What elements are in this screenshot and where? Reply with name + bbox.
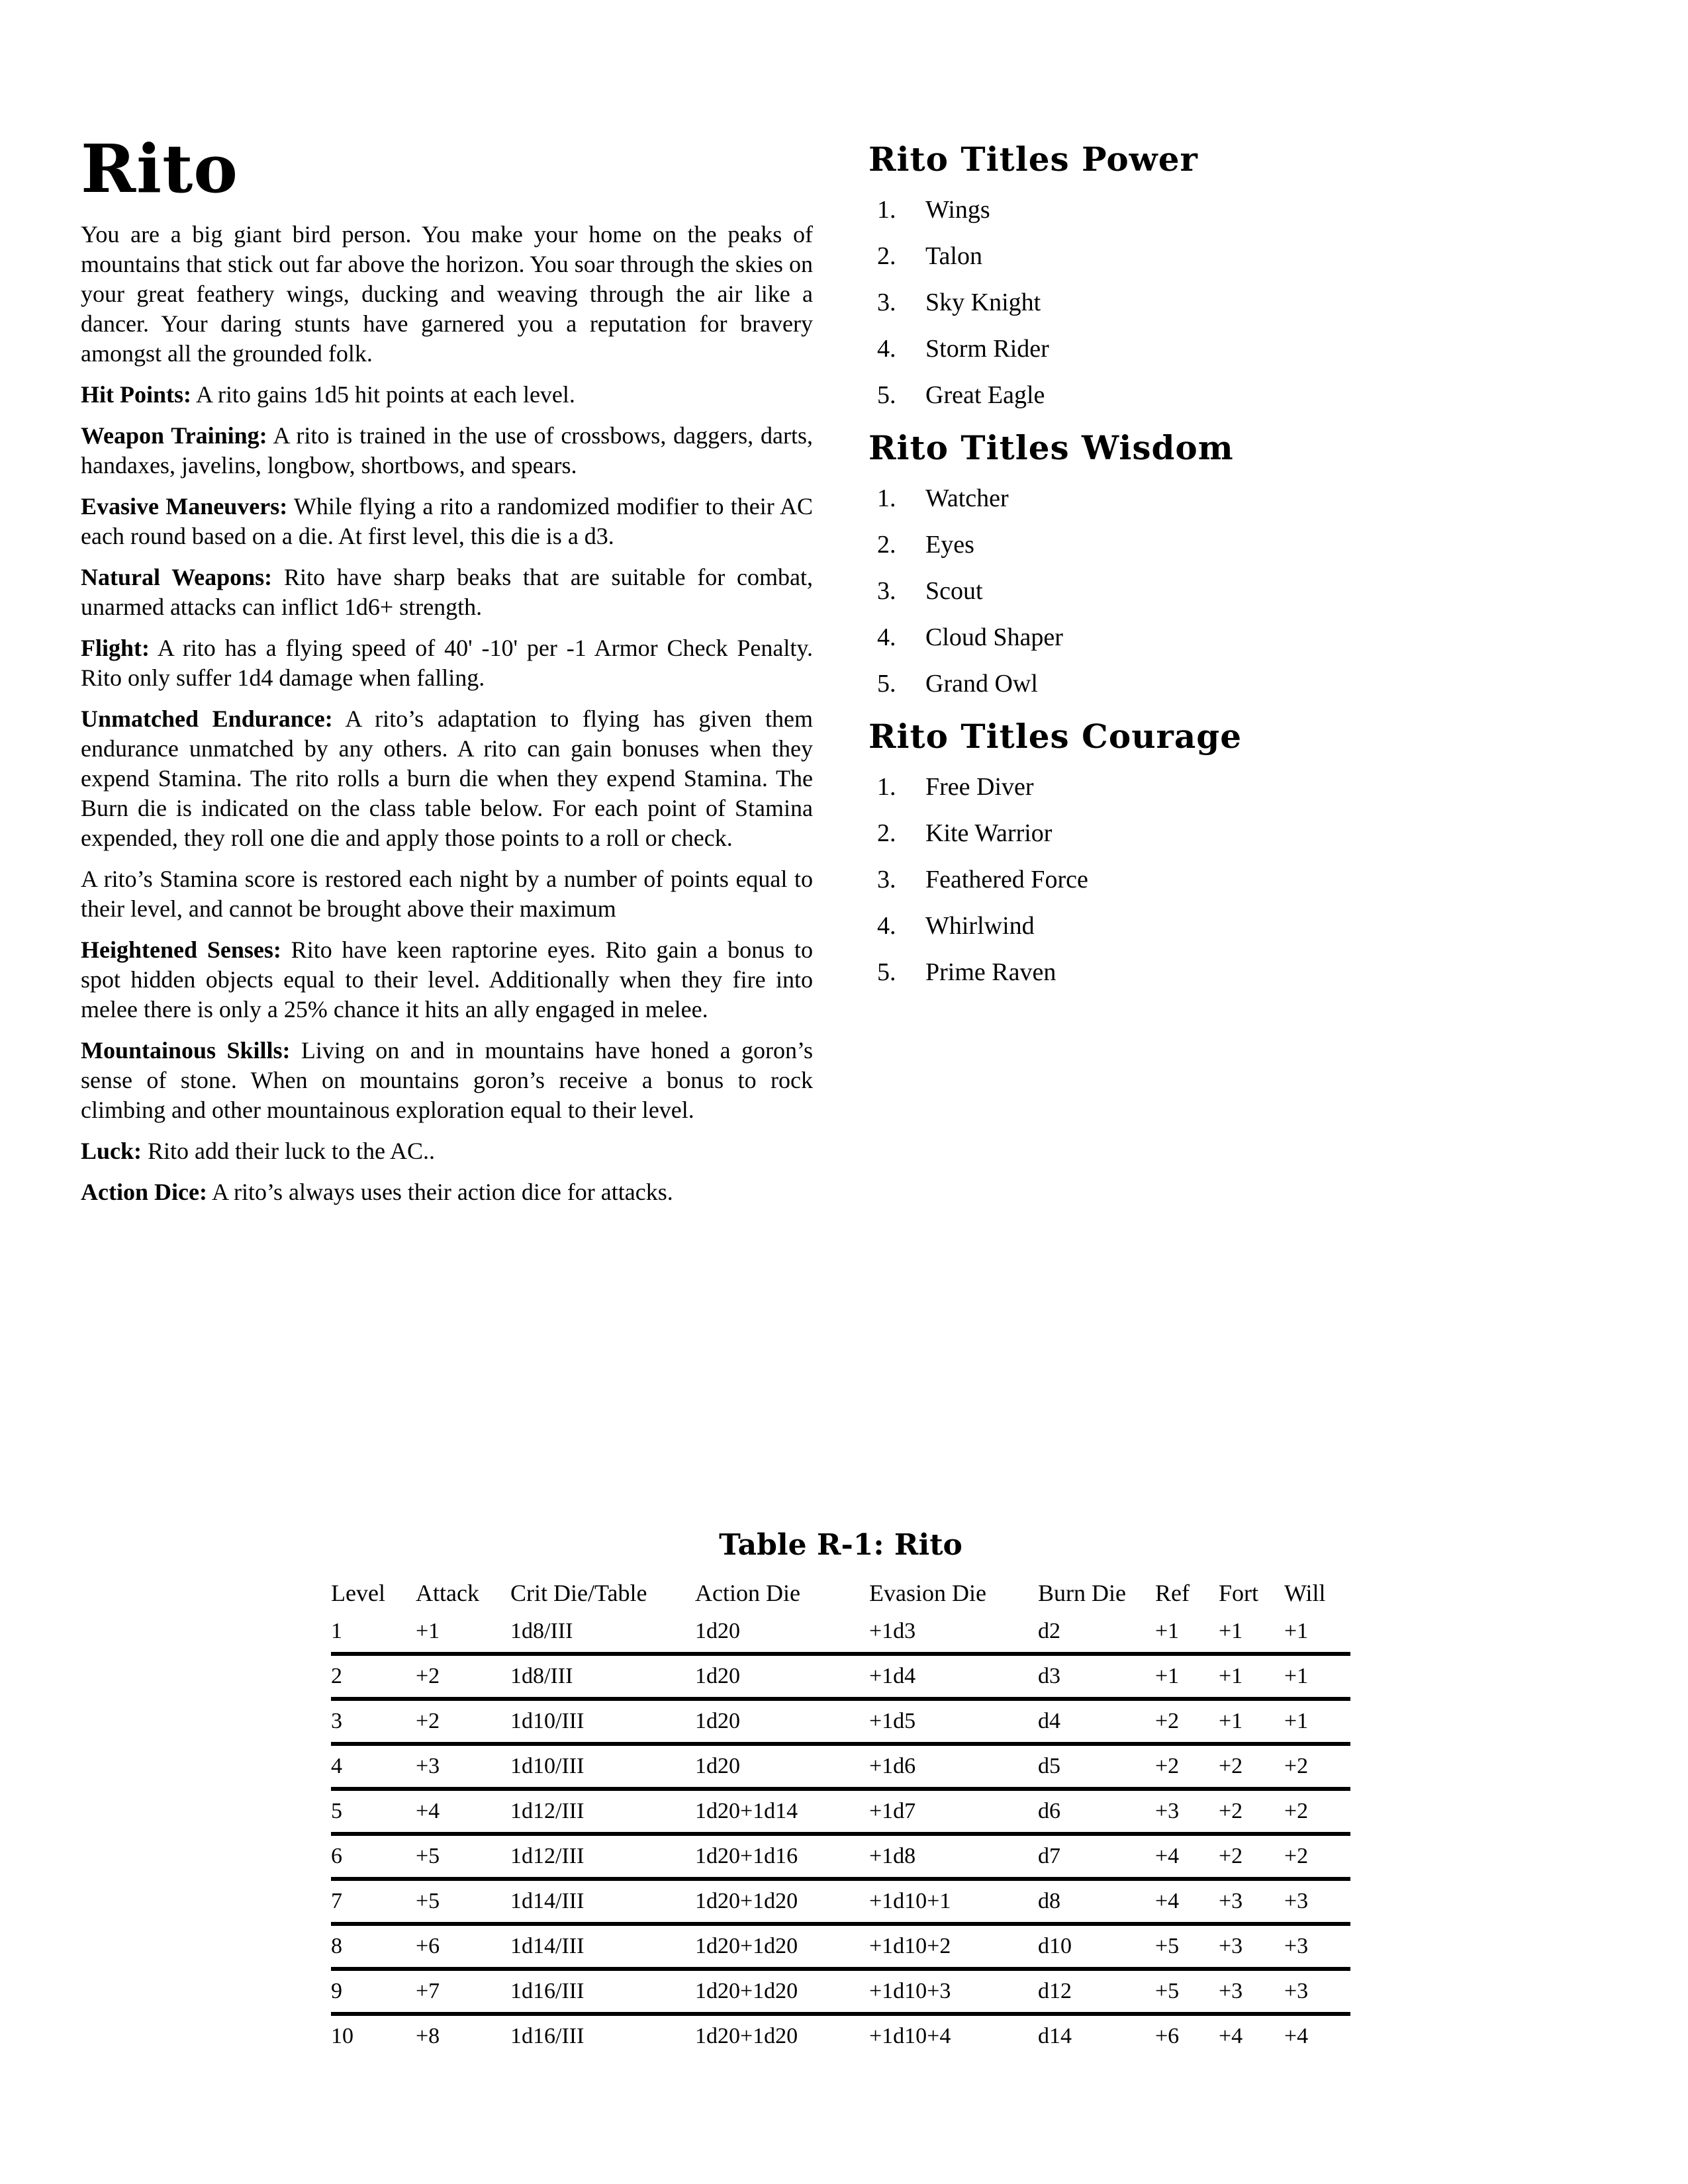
table-cell: +1d5 bbox=[869, 1709, 916, 1733]
table-cell: +6 bbox=[1155, 2024, 1180, 2048]
table-cell: +3 bbox=[1284, 1889, 1309, 1913]
title-list-item bbox=[877, 660, 1438, 707]
feature-label: Unmatched Endurance: bbox=[81, 705, 333, 732]
table-cell: 6 bbox=[331, 1844, 342, 1868]
feature-label: Mountainous Skills: bbox=[81, 1037, 291, 1064]
table-cell: +1d10+4 bbox=[869, 2024, 951, 2048]
table-cell: 2 bbox=[331, 1664, 342, 1688]
feature-text: Rito have keen raptorine eyes. Rito gain a bonus to spot hidden objects equal to their level. Additionally when they fire into melee there is only a 25% chance it hits an ally engaged in melee. bbox=[81, 936, 814, 1023]
table-cell: +2 bbox=[1219, 1799, 1243, 1823]
feature-label: Evasive Maneuvers: bbox=[81, 493, 288, 520]
feature-paragraph bbox=[81, 380, 813, 410]
title-list-item bbox=[877, 810, 1438, 856]
table-cell: 7 bbox=[331, 1889, 342, 1913]
table-cell: +2 bbox=[416, 1664, 440, 1688]
table-column-header: Crit Die/Table bbox=[510, 1580, 647, 1606]
table-cell: +1d3 bbox=[869, 1619, 916, 1643]
features-list bbox=[81, 380, 813, 1207]
title-list-number: 2. bbox=[877, 531, 896, 559]
right-column bbox=[868, 138, 1438, 1001]
table-cell: +1d7 bbox=[869, 1799, 916, 1823]
table-row bbox=[331, 1924, 1350, 1969]
table-cell: +5 bbox=[1155, 1979, 1180, 2003]
feature-label: Hit Points: bbox=[81, 381, 191, 408]
table-row bbox=[331, 1654, 1350, 1699]
feature-paragraph bbox=[81, 1036, 813, 1125]
table-column-header: Burn Die bbox=[1038, 1580, 1126, 1606]
table-cell: +4 bbox=[1155, 1844, 1180, 1868]
table-cell: 1d20 bbox=[695, 1664, 740, 1688]
feature-label: Action Dice: bbox=[81, 1179, 207, 1205]
feature-text: A rito’s adaptation to flying has given them endurance unmatched by any others. A rito can gain bonuses when they expend Stamina. The rito rolls a burn die when they expend Stamina. The Burn die is indicated on the class table below. For each point of Stamina expended, they roll one die and apply those points to a roll or check. bbox=[81, 705, 813, 851]
table-header-row bbox=[331, 1570, 1350, 1611]
section-heading: Rito Titles Courage bbox=[868, 717, 1243, 756]
table-cell: 9 bbox=[331, 1979, 342, 2003]
table-cell: +1d10+2 bbox=[869, 1934, 951, 1958]
title-list bbox=[877, 475, 1438, 707]
table-cell: 1d20+1d20 bbox=[695, 1889, 798, 1913]
section-heading: Rito Titles Power bbox=[868, 140, 1198, 179]
table-title: Table R-1: Rito bbox=[719, 1528, 962, 1562]
table-cell: +3 bbox=[1219, 1934, 1243, 1958]
table-row bbox=[331, 1789, 1350, 1834]
feature-label: Weapon Training: bbox=[81, 422, 267, 449]
left-column bbox=[81, 220, 813, 1218]
title-list-number: 5. bbox=[877, 958, 896, 986]
title-list-label: Watcher bbox=[925, 484, 1009, 512]
title-list-label: Kite Warrior bbox=[925, 819, 1053, 847]
table-cell: 1d8/III bbox=[510, 1664, 573, 1688]
table-cell: 1d10/III bbox=[510, 1754, 585, 1778]
table-cell: +3 bbox=[416, 1754, 440, 1778]
title-list-number: 2. bbox=[877, 242, 896, 270]
table-cell: 1d20+1d16 bbox=[695, 1844, 798, 1868]
feature-text: Rito add their luck to the AC.. bbox=[142, 1138, 435, 1164]
feature-paragraph bbox=[81, 704, 813, 853]
table-cell: +5 bbox=[1155, 1934, 1180, 1958]
table-row bbox=[331, 1834, 1350, 1879]
table-column-header: Evasion Die bbox=[869, 1580, 986, 1606]
table-cell: +1 bbox=[1219, 1619, 1243, 1643]
table-cell: 1d20+1d20 bbox=[695, 2024, 798, 2048]
table-cell: +1d10+3 bbox=[869, 1979, 951, 2003]
table-cell: 8 bbox=[331, 1934, 342, 1958]
title-list-number: 2. bbox=[877, 819, 896, 847]
class-table-body bbox=[331, 1611, 1350, 2057]
table-cell: 1d12/III bbox=[510, 1799, 585, 1823]
table-cell: 1d20+1d20 bbox=[695, 1979, 798, 2003]
table-cell: 5 bbox=[331, 1799, 342, 1823]
feature-label: Natural Weapons: bbox=[81, 564, 273, 590]
table-cell: +1 bbox=[1219, 1664, 1243, 1688]
feature-paragraph bbox=[81, 492, 813, 551]
table-column-header: Attack bbox=[416, 1580, 479, 1606]
table-cell: +8 bbox=[416, 2024, 440, 2048]
title-list bbox=[877, 764, 1438, 995]
title-list-item bbox=[877, 522, 1438, 568]
feature-text: A rito’s always uses their action dice for attacks. bbox=[207, 1179, 673, 1205]
table-cell: +1d10+1 bbox=[869, 1889, 951, 1913]
title-list-item bbox=[877, 279, 1438, 326]
table-cell: +1d4 bbox=[869, 1664, 916, 1688]
page-title: Rito bbox=[81, 130, 238, 208]
section-heading: Rito Titles Wisdom bbox=[868, 428, 1234, 467]
table-cell: +2 bbox=[1219, 1754, 1243, 1778]
table-cell: +3 bbox=[1219, 1979, 1243, 2003]
feature-paragraph bbox=[81, 421, 813, 480]
feature-text: A rito is trained in the use of crossbows, daggers, darts, handaxes, javelins, longbow, shortbows, and spears. bbox=[81, 422, 813, 478]
table-cell: 1d16/III bbox=[510, 2024, 585, 2048]
title-list-label: Cloud Shaper bbox=[925, 623, 1063, 651]
title-list-number: 4. bbox=[877, 335, 896, 363]
title-list-label: Feathered Force bbox=[925, 866, 1088, 893]
table-cell: 1d20+1d20 bbox=[695, 1934, 798, 1958]
class-table bbox=[331, 1570, 1350, 2057]
title-list-item bbox=[877, 187, 1438, 233]
table-cell: +3 bbox=[1219, 1889, 1243, 1913]
table-column-header: Ref bbox=[1155, 1580, 1190, 1606]
table-row bbox=[331, 1744, 1350, 1789]
title-list bbox=[877, 187, 1438, 418]
title-list-number: 3. bbox=[877, 866, 896, 893]
feature-text: A rito gains 1d5 hit points at each level. bbox=[191, 381, 575, 408]
table-cell: d3 bbox=[1038, 1664, 1060, 1688]
table-cell: 1d12/III bbox=[510, 1844, 585, 1868]
title-list-item bbox=[877, 233, 1438, 279]
feature-text: Living on and in mountains have honed a goron’s sense of stone. When on mountains goron’s receive a bonus to rock climbing and other mountainous exploration equal to their level. bbox=[81, 1037, 813, 1123]
title-list-label: Sky Knight bbox=[925, 289, 1041, 316]
table-cell: +2 bbox=[1284, 1799, 1309, 1823]
table-cell: d7 bbox=[1038, 1844, 1060, 1868]
title-list-number: 1. bbox=[877, 196, 896, 224]
table-cell: 4 bbox=[331, 1754, 342, 1778]
table-cell: 1d20 bbox=[695, 1619, 740, 1643]
table-row bbox=[331, 1611, 1350, 1654]
feature-label: Flight: bbox=[81, 635, 150, 661]
table-cell: +1 bbox=[1155, 1619, 1180, 1643]
table-cell: +3 bbox=[1284, 1979, 1309, 2003]
table-cell: 1 bbox=[331, 1619, 342, 1643]
table-cell: +1d8 bbox=[869, 1844, 916, 1868]
table-cell: +4 bbox=[1284, 2024, 1309, 2048]
class-table-section bbox=[331, 1529, 1350, 2057]
table-cell: +2 bbox=[1155, 1709, 1180, 1733]
table-cell: +2 bbox=[416, 1709, 440, 1733]
title-list-number: 4. bbox=[877, 623, 896, 651]
table-cell: 3 bbox=[331, 1709, 342, 1733]
table-column-header: Fort bbox=[1219, 1580, 1259, 1606]
table-cell: +4 bbox=[1219, 2024, 1243, 2048]
feature-paragraph bbox=[81, 864, 813, 924]
title-list-label: Prime Raven bbox=[925, 958, 1056, 986]
title-list-number: 1. bbox=[877, 773, 896, 801]
title-list-item bbox=[877, 949, 1438, 995]
title-list-label: Free Diver bbox=[925, 773, 1034, 801]
title-list-item bbox=[877, 372, 1438, 418]
table-cell: +1 bbox=[1284, 1664, 1309, 1688]
title-list-label: Talon bbox=[925, 242, 982, 270]
feature-text: While flying a rito a randomized modifier to their AC each round based on a die. At first level, this die is a d3. bbox=[81, 493, 813, 549]
table-cell: d4 bbox=[1038, 1709, 1060, 1733]
table-cell: 1d20 bbox=[695, 1754, 740, 1778]
table-cell: +1d6 bbox=[869, 1754, 916, 1778]
title-list-label: Grand Owl bbox=[925, 670, 1038, 698]
title-list-number: 3. bbox=[877, 577, 896, 605]
table-cell: d5 bbox=[1038, 1754, 1060, 1778]
table-cell: +7 bbox=[416, 1979, 440, 2003]
table-cell: d8 bbox=[1038, 1889, 1060, 1913]
table-cell: +1 bbox=[1284, 1709, 1309, 1733]
feature-text: A rito’s Stamina score is restored each night by a number of points equal to their level, and cannot be brought above their maximum bbox=[81, 866, 813, 922]
table-cell: +2 bbox=[1219, 1844, 1243, 1868]
title-list-number: 5. bbox=[877, 381, 896, 409]
table-cell: d14 bbox=[1038, 2024, 1072, 2048]
feature-paragraph bbox=[81, 1177, 813, 1207]
table-row bbox=[331, 1699, 1350, 1744]
table-row bbox=[331, 1879, 1350, 1924]
feature-label: Luck: bbox=[81, 1138, 142, 1164]
feature-paragraph bbox=[81, 563, 813, 622]
table-cell: +2 bbox=[1155, 1754, 1180, 1778]
table-cell: d12 bbox=[1038, 1979, 1072, 2003]
table-cell: 1d10/III bbox=[510, 1709, 585, 1733]
table-cell: +2 bbox=[1284, 1844, 1309, 1868]
table-cell: d2 bbox=[1038, 1619, 1060, 1643]
table-row bbox=[331, 1969, 1350, 2014]
title-list-number: 1. bbox=[877, 484, 896, 512]
title-list-number: 3. bbox=[877, 289, 896, 316]
table-cell: 1d14/III bbox=[510, 1934, 585, 1958]
title-list-label: Wings bbox=[925, 196, 990, 224]
table-cell: +3 bbox=[1155, 1799, 1180, 1823]
table-cell: +5 bbox=[416, 1844, 440, 1868]
table-cell: d10 bbox=[1038, 1934, 1072, 1958]
feature-text: Rito have sharp beaks that are suitable for combat, unarmed attacks can inflict 1d6+ strength. bbox=[81, 564, 813, 620]
table-cell: 1d20+1d14 bbox=[695, 1799, 798, 1823]
table-column-header: Action Die bbox=[695, 1580, 800, 1606]
table-cell: +5 bbox=[416, 1889, 440, 1913]
table-cell: +1 bbox=[1155, 1664, 1180, 1688]
feature-paragraph bbox=[81, 1136, 813, 1166]
title-list-item bbox=[877, 903, 1438, 949]
title-list-number: 5. bbox=[877, 670, 896, 698]
title-list-item bbox=[877, 326, 1438, 372]
intro-paragraph: You are a big giant bird person. You make your home on the peaks of mountains that stick out far above the horizon. You soar through the skies on your great feathery wings, ducking and weaving through the air like a dancer. Your daring stunts have garnered you a reputation for bravery amongst all the grounded folk. bbox=[81, 221, 813, 367]
title-list-number: 4. bbox=[877, 912, 896, 940]
table-cell: +4 bbox=[416, 1799, 440, 1823]
title-list-label: Storm Rider bbox=[925, 335, 1049, 363]
table-cell: 1d16/III bbox=[510, 1979, 585, 2003]
title-list-item bbox=[877, 568, 1438, 614]
feature-text: A rito has a flying speed of 40' -10' per -1 Armor Check Penalty. Rito only suffer 1d4 damage when falling. bbox=[81, 635, 813, 691]
feature-paragraph bbox=[81, 935, 813, 1024]
table-cell: +6 bbox=[416, 1934, 440, 1958]
table-cell: +1 bbox=[416, 1619, 440, 1643]
table-cell: 10 bbox=[331, 2024, 353, 2048]
table-cell: 1d8/III bbox=[510, 1619, 573, 1643]
feature-label: Heightened Senses: bbox=[81, 936, 281, 963]
title-list-item bbox=[877, 856, 1438, 903]
title-list-label: Whirlwind bbox=[925, 912, 1035, 940]
title-list-item bbox=[877, 614, 1438, 660]
table-row bbox=[331, 2014, 1350, 2057]
table-cell: +1 bbox=[1219, 1709, 1243, 1733]
title-list-label: Great Eagle bbox=[925, 381, 1045, 409]
table-cell: +4 bbox=[1155, 1889, 1180, 1913]
feature-paragraph bbox=[81, 633, 813, 693]
table-column-header: Level bbox=[331, 1580, 385, 1606]
table-cell: 1d20 bbox=[695, 1709, 740, 1733]
title-list-item bbox=[877, 475, 1438, 522]
table-cell: 1d14/III bbox=[510, 1889, 585, 1913]
table-cell: +2 bbox=[1284, 1754, 1309, 1778]
title-list-label: Eyes bbox=[925, 531, 974, 559]
title-list-label: Scout bbox=[925, 577, 983, 605]
title-list-item bbox=[877, 764, 1438, 810]
table-cell: +1 bbox=[1284, 1619, 1309, 1643]
table-column-header: Will bbox=[1284, 1580, 1326, 1606]
table-cell: +3 bbox=[1284, 1934, 1309, 1958]
class-table-head bbox=[331, 1570, 1350, 1611]
table-cell: d6 bbox=[1038, 1799, 1060, 1823]
